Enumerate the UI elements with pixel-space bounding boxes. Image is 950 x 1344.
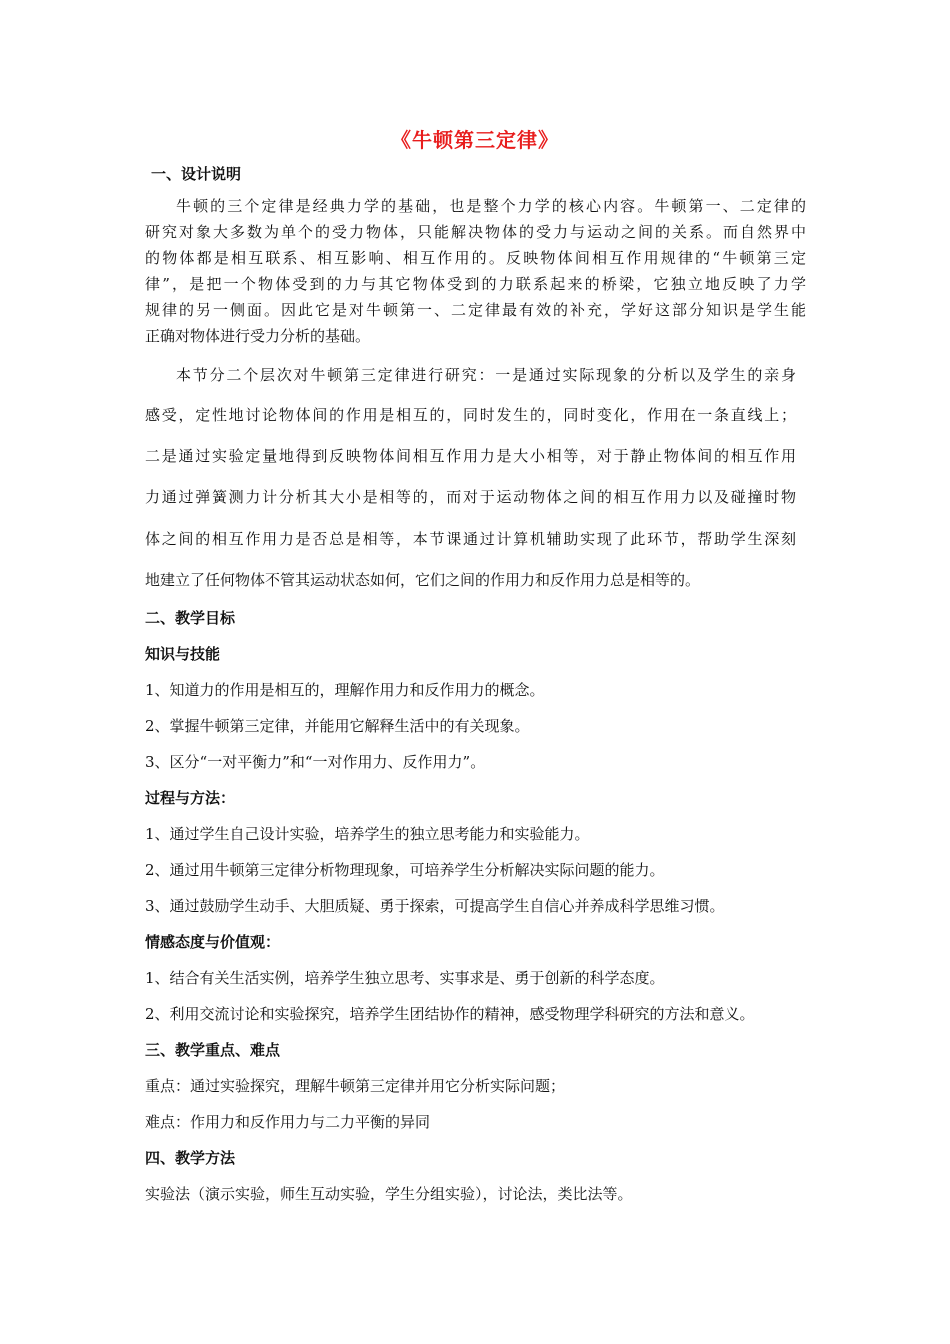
section-heading-key-points: 三、教学重点、难点: [145, 1041, 281, 1059]
list-item: 2、通过用牛顿第三定律分析物理现象，可培养学生分析解决实际问题的能力。: [145, 861, 665, 879]
section-heading-methods: 四、教学方法: [145, 1149, 236, 1167]
subheading-knowledge-skills: 知识与技能: [145, 645, 221, 663]
paragraph-line: 体之间的相互作用力是否总是相等，本节课通过计算机辅助实现了此环节，帮助学生深刻: [145, 530, 796, 548]
list-item: 1、通过学生自己设计实验，培养学生的独立思考能力和实验能力。: [145, 825, 590, 843]
paragraph-line: 感受，定性地讨论物体间的作用是相互的，同时发生的，同时变化，作用在一条直线上；: [145, 406, 796, 424]
paragraph-line: 本节分二个层次对牛顿第三定律进行研究：一是通过实际现象的分析以及学生的亲身: [176, 366, 796, 384]
paragraph-line: 研究对象大多数为单个的受力物体，只能解决物体的受力与运动之间的关系。而自然界中: [145, 223, 806, 241]
list-item: 1、知道力的作用是相互的，理解作用力和反作用力的概念。: [145, 681, 545, 699]
subheading-process-methods: 过程与方法：: [145, 789, 236, 807]
paragraph-line: 力通过弹簧测力计分析其大小是相等的，而对于运动物体之间的相互作用力以及碰撞时物: [145, 488, 796, 506]
list-item: 难点：作用力和反作用力与二力平衡的异同: [145, 1113, 431, 1131]
paragraph-line: 牛顿的三个定律是经典力学的基础，也是整个力学的核心内容。牛顿第一、二定律的: [176, 197, 806, 215]
list-item: 2、掌握牛顿第三定律，并能用它解释生活中的有关现象。: [145, 717, 530, 735]
section-heading-objectives: 二、教学目标: [145, 609, 236, 627]
paragraph-line: 规律的另一侧面。因此它是对牛顿第一、二定律最有效的补充，学好这部分知识是学生能: [145, 301, 806, 319]
list-item: 实验法（演示实验，师生互动实验，学生分组实验），讨论法，类比法等。: [145, 1185, 633, 1203]
paragraph-line: 地建立了任何物体不管其运动状态如何，它们之间的作用力和反作用力总是相等的。: [145, 571, 701, 589]
list-item: 重点：通过实验探究，理解牛顿第三定律并用它分析实际问题；: [145, 1077, 566, 1095]
paragraph-line: 正确对物体进行受力分析的基础。: [145, 327, 371, 345]
list-item: 3、通过鼓励学生动手、大胆质疑、勇于探索，可提高学生自信心并养成科学思维习惯。: [145, 897, 725, 915]
section-heading-design: 一、设计说明: [151, 165, 242, 183]
list-item: 2、利用交流讨论和实验探究，培养学生团结协作的精神，感受物理学科研究的方法和意义。: [145, 1005, 755, 1023]
paragraph-line: 二是通过实验定量地得到反映物体间相互作用力是大小相等，对于静止物体间的相互作用: [145, 447, 796, 465]
subheading-attitudes-values: 情感态度与价值观：: [145, 933, 281, 951]
list-item: 3、区分“一对平衡力”和“一对作用力、反作用力”。: [145, 753, 486, 771]
list-item: 1、结合有关生活实例，培养学生独立思考、实事求是、勇于创新的科学态度。: [145, 969, 665, 987]
paragraph-line: 律”，是把一个物体受到的力与其它物体受到的力联系起来的桥梁，它独立地反映了力学: [145, 275, 806, 293]
document-title: 《牛顿第三定律》: [391, 128, 559, 152]
paragraph-line: 的物体都是相互联系、相互影响、相互作用的。反映物体间相互作用规律的“牛顿第三定: [145, 249, 806, 267]
